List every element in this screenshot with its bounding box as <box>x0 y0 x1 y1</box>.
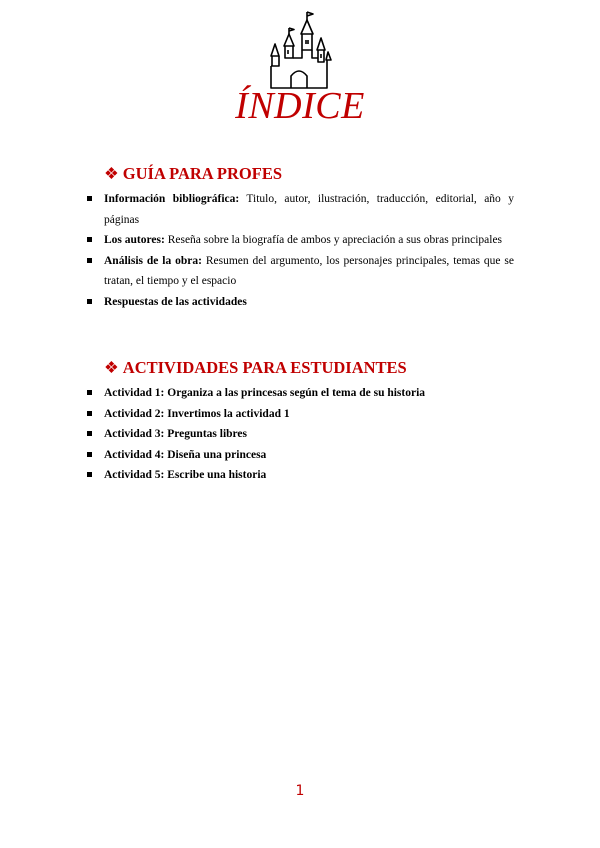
item-text: Resumen del argumento, los personajes principales, temas que se tratan, el tiempo y el espacio <box>104 254 514 287</box>
item-text: Reseña sobre la biografía de ambos y apreciación a sus obras principales <box>164 234 503 246</box>
section-heading-guia <box>104 164 282 184</box>
item-label: Información bibliográfica: <box>104 193 240 205</box>
four-diamond-icon: ❖ <box>104 358 119 377</box>
list-item <box>0 189 600 230</box>
square-bullet-icon <box>87 411 92 416</box>
page-title: ÍNDICE <box>235 85 365 127</box>
list-item <box>0 445 600 466</box>
four-diamond-icon: ❖ <box>104 164 119 183</box>
section-heading-label: ACTIVIDADES PARA ESTUDIANTES <box>122 358 407 377</box>
item-label: Actividad 3: Preguntas libres <box>104 428 248 440</box>
list-item <box>0 251 600 292</box>
list-item <box>0 424 600 445</box>
item-label: Actividad 1: Organiza a las princesas según el tema de su historia <box>104 387 426 399</box>
list-item <box>0 383 600 404</box>
list-item <box>0 230 600 251</box>
item-label: Respuestas de las actividades <box>104 295 247 308</box>
page-number: 1 <box>295 783 305 799</box>
castle-icon <box>265 10 333 90</box>
square-bullet-icon <box>87 196 92 201</box>
section-heading-label: GUÍA PARA PROFES <box>122 164 283 183</box>
item-label: Actividad 2: Invertimos la actividad 1 <box>104 407 290 420</box>
item-text: Titulo, autor, ilustración, traducción, editorial, año y páginas <box>104 193 514 226</box>
actividades-list <box>0 383 600 486</box>
square-bullet-icon <box>87 237 92 242</box>
square-bullet-icon <box>87 258 92 263</box>
item-label: Actividad 4: Diseña una princesa <box>104 448 267 461</box>
square-bullet-icon <box>87 299 92 304</box>
list-item <box>0 292 600 313</box>
list-item <box>0 404 600 425</box>
square-bullet-icon <box>87 472 92 477</box>
section-heading-actividades <box>104 358 407 378</box>
item-label: Actividad 5: Escribe una historia <box>104 469 267 481</box>
guia-list <box>0 189 600 312</box>
list-item <box>0 465 600 486</box>
square-bullet-icon <box>87 431 92 436</box>
item-label: Los autores: <box>104 234 165 246</box>
square-bullet-icon <box>87 390 92 395</box>
item-label: Análisis de la obra: <box>104 254 202 267</box>
square-bullet-icon <box>87 452 92 457</box>
